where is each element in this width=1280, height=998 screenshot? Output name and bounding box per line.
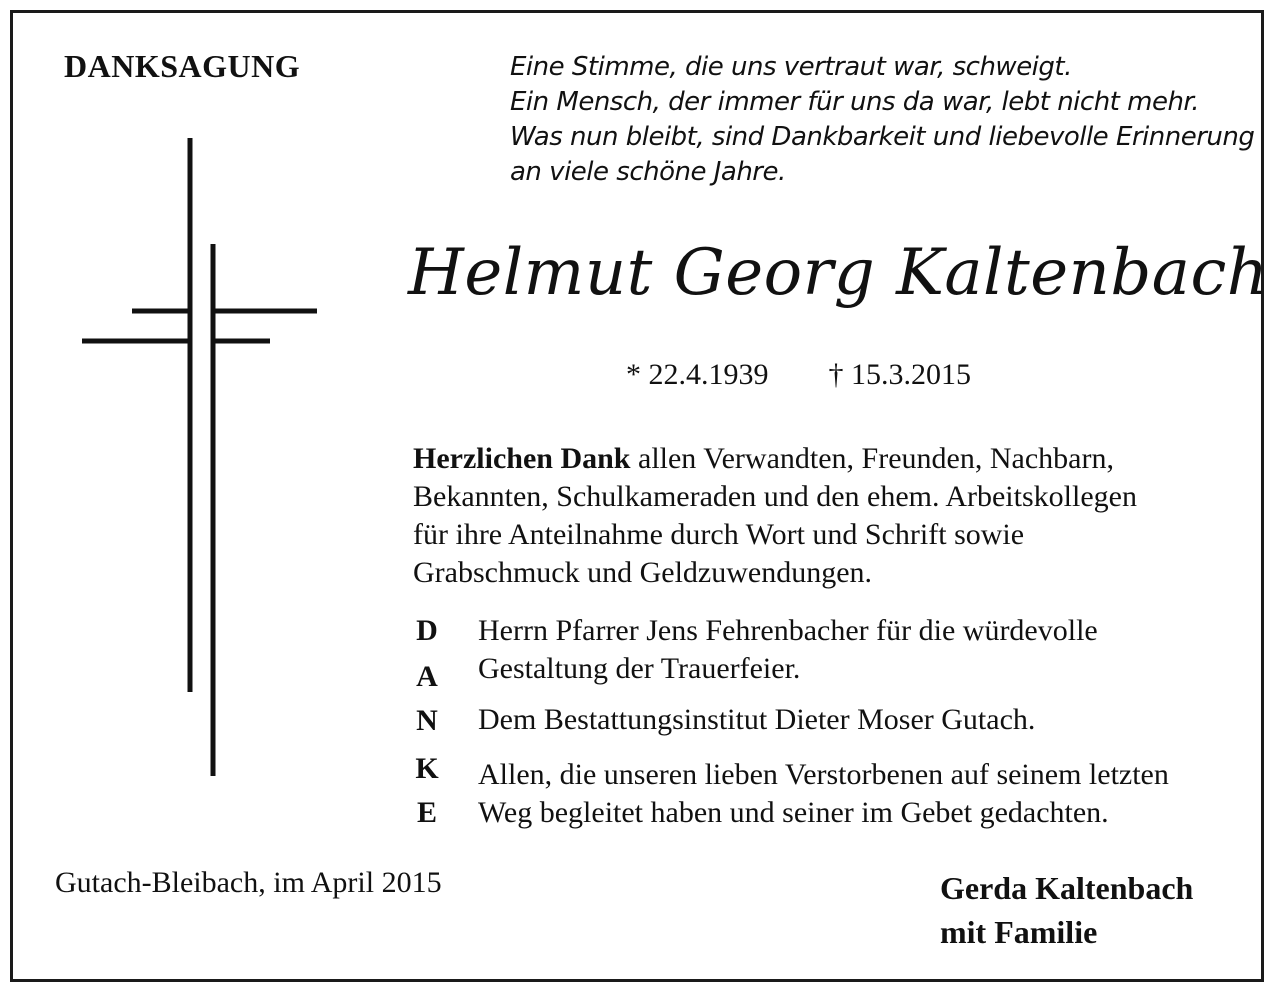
notice-heading: DANKSAGUNG	[64, 48, 301, 84]
thanks-paragraph	[413, 440, 1137, 592]
poem-line: Ein Mensch, der immer für uns da war, lebt nicht mehr.	[510, 87, 1200, 117]
signature	[940, 866, 1193, 954]
danke-item-pastor	[478, 612, 1098, 688]
danke-letter-e: E	[416, 796, 437, 829]
thanks-line: Grabschmuck und Geldzuwendungen.	[413, 556, 873, 589]
danke-letter-d: D	[416, 614, 438, 647]
danke-item-line: Allen, die unseren lieben Verstorbenen auf seinem letzten	[478, 758, 1169, 791]
poem-line: Was nun bleibt, sind Dankbarkeit und liebevolle Erinnerung	[510, 122, 1255, 152]
deceased-name: Helmut Georg Kaltenbach	[408, 236, 1269, 310]
thanks-line: für ihre Anteilnahme durch Wort und Schrift sowie	[413, 518, 1025, 551]
danke-item-funeral-home	[478, 701, 1035, 739]
danke-item-line: Weg begleitet haben und seiner im Gebet gedachten.	[478, 796, 1109, 829]
place-and-date: Gutach-Bleibach, im April 2015	[55, 866, 442, 899]
danke-item-line: Dem Bestattungsinstitut Dieter Moser Gutach.	[478, 703, 1036, 736]
double-line-cross-icon	[80, 136, 320, 780]
danke-item-line: Gestaltung der Trauerfeier.	[478, 652, 801, 685]
poem-line: Eine Stimme, die uns vertraut war, schweigt.	[510, 52, 1072, 82]
thanks-line	[413, 440, 1137, 478]
danke-item-mourners	[478, 756, 1169, 832]
thanks-lead: Herzlichen Dank	[413, 442, 631, 475]
death-date: † 15.3.2015	[828, 358, 971, 391]
signature-line: Gerda Kaltenbach	[940, 870, 1194, 906]
danke-letter-a: A	[416, 660, 438, 693]
poem	[510, 50, 1254, 190]
poem-line: an viele schöne Jahre.	[510, 157, 786, 187]
thanks-line-rest: allen Verwandten, Freunden, Nachbarn,	[630, 442, 1114, 475]
danke-letter-k: K	[415, 752, 439, 785]
signature-line: mit Familie	[940, 914, 1098, 950]
life-dates	[626, 358, 971, 392]
danke-item-line: Herrn Pfarrer Jens Fehrenbacher für die würdevolle	[478, 614, 1098, 647]
thanks-line: Bekannten, Schulkameraden und den ehem. Arbeitskollegen	[413, 480, 1137, 513]
danke-letter-n: N	[416, 704, 438, 737]
birth-date: * 22.4.1939	[626, 358, 769, 391]
